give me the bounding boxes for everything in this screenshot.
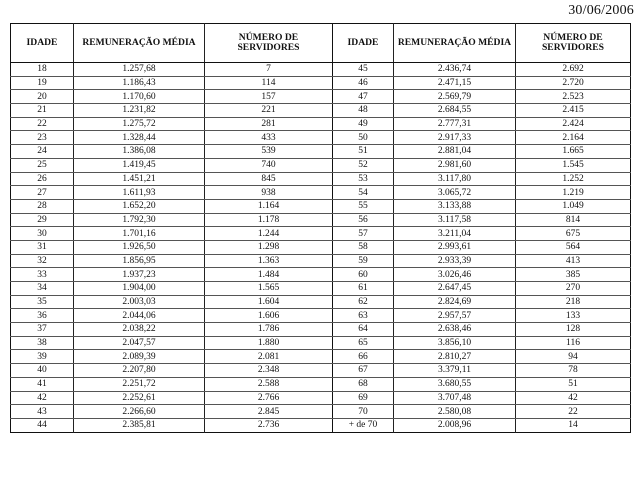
cell-remuneracao-media: 2.881,04 xyxy=(394,145,516,159)
cell-numero-de-servidores: 1.252 xyxy=(516,172,631,186)
table-row xyxy=(11,268,631,282)
table-row xyxy=(11,405,631,419)
cell-numero-de-servidores: 2.415 xyxy=(516,104,631,118)
cell-idade: 70 xyxy=(333,405,394,419)
cell-numero-de-servidores: 2.692 xyxy=(516,63,631,77)
cell-numero-de-servidores: 539 xyxy=(205,145,333,159)
cell-idade: 53 xyxy=(333,172,394,186)
cell-numero-de-servidores: 1.298 xyxy=(205,240,333,254)
cell-numero-de-servidores: 116 xyxy=(516,336,631,350)
cell-numero-de-servidores: 94 xyxy=(516,350,631,364)
cell-remuneracao-media: 2.038,22 xyxy=(74,323,205,337)
cell-idade: 43 xyxy=(11,405,74,419)
cell-idade: 26 xyxy=(11,172,74,186)
cell-remuneracao-media: 2.917,33 xyxy=(394,131,516,145)
cell-numero-de-servidores: 1.244 xyxy=(205,227,333,241)
cell-idade: 34 xyxy=(11,282,74,296)
cell-idade: 35 xyxy=(11,295,74,309)
table-header-row xyxy=(11,24,631,63)
cell-idade: 25 xyxy=(11,158,74,172)
cell-remuneracao-media: 1.701,16 xyxy=(74,227,205,241)
cell-numero-de-servidores: 814 xyxy=(516,213,631,227)
cell-numero-de-servidores: 2.588 xyxy=(205,377,333,391)
table-row xyxy=(11,104,631,118)
cell-remuneracao-media: 1.856,95 xyxy=(74,254,205,268)
cell-remuneracao-media: 2.957,57 xyxy=(394,309,516,323)
cell-idade: 48 xyxy=(333,104,394,118)
cell-remuneracao-media: 1.328,44 xyxy=(74,131,205,145)
cell-numero-de-servidores: 675 xyxy=(516,227,631,241)
cell-remuneracao-media: 1.937,23 xyxy=(74,268,205,282)
cell-remuneracao-media: 2.569,79 xyxy=(394,90,516,104)
table-row xyxy=(11,145,631,159)
table-row xyxy=(11,227,631,241)
cell-remuneracao-media: 2.207,80 xyxy=(74,364,205,378)
cell-idade: + de 70 xyxy=(333,418,394,432)
cell-idade: 19 xyxy=(11,76,74,90)
cell-numero-de-servidores: 385 xyxy=(516,268,631,282)
table-row xyxy=(11,240,631,254)
cell-remuneracao-media: 3.211,04 xyxy=(394,227,516,241)
cell-remuneracao-media: 1.257,68 xyxy=(74,63,205,77)
cell-idade: 49 xyxy=(333,117,394,131)
cell-idade: 63 xyxy=(333,309,394,323)
cell-remuneracao-media: 2.580,08 xyxy=(394,405,516,419)
table-row xyxy=(11,172,631,186)
cell-idade: 29 xyxy=(11,213,74,227)
cell-numero-de-servidores: 51 xyxy=(516,377,631,391)
cell-remuneracao-media: 1.386,08 xyxy=(74,145,205,159)
cell-remuneracao-media: 2.252,61 xyxy=(74,391,205,405)
cell-numero-de-servidores: 845 xyxy=(205,172,333,186)
cell-idade: 67 xyxy=(333,364,394,378)
header-remuneracao-media: REMUNERAÇÃO MÉDIA xyxy=(74,24,205,63)
cell-idade: 38 xyxy=(11,336,74,350)
cell-numero-de-servidores: 14 xyxy=(568,420,578,431)
table-row xyxy=(11,213,631,227)
cell-idade: 42 xyxy=(11,391,74,405)
cell-remuneracao-media: 1.231,82 xyxy=(74,104,205,118)
table-row xyxy=(11,199,631,213)
cell-remuneracao-media: 2.089,39 xyxy=(74,350,205,364)
table-row xyxy=(11,254,631,268)
cell-remuneracao-media: 2.008,96 xyxy=(394,418,516,432)
cell-idade: 44 xyxy=(11,418,74,432)
cell-numero-de-servidores: 2.736 xyxy=(205,418,333,432)
cell-numero-de-servidores: 1.164 xyxy=(205,199,333,213)
cell-numero-de-servidores: 2.720 xyxy=(516,76,631,90)
cell-remuneracao-media: 3.065,72 xyxy=(394,186,516,200)
cell-numero-de-servidores: 2.348 xyxy=(205,364,333,378)
cell-idade: 18 xyxy=(11,63,74,77)
cell-remuneracao-media: 2.251,72 xyxy=(74,377,205,391)
cell-remuneracao-media: 1.926,50 xyxy=(74,240,205,254)
cell-numero-de-servidores: 78 xyxy=(516,364,631,378)
cell-numero-de-servidores: 218 xyxy=(516,295,631,309)
cell-numero-de-servidores: 128 xyxy=(516,323,631,337)
cell-idade: 61 xyxy=(333,282,394,296)
cell-numero-de-servidores: 1.786 xyxy=(205,323,333,337)
cell-numero-de-servidores: 42 xyxy=(516,391,631,405)
cell-numero-de-servidores: 1.049 xyxy=(516,199,631,213)
cell-remuneracao-media: 2.810,27 xyxy=(394,350,516,364)
cell-numero-de-servidores: 938 xyxy=(205,186,333,200)
cell-idade: 39 xyxy=(11,350,74,364)
cell-remuneracao-media: 2.824,69 xyxy=(394,295,516,309)
cell-numero-de-servidores: 413 xyxy=(516,254,631,268)
cell-idade: 23 xyxy=(11,131,74,145)
table-row xyxy=(11,336,631,350)
cell-numero-de-servidores: 1.604 xyxy=(205,295,333,309)
cell-remuneracao-media: 3.707,48 xyxy=(394,391,516,405)
cell-idade: 31 xyxy=(11,240,74,254)
cell-idade: 40 xyxy=(11,364,74,378)
cell-remuneracao-media: 1.275,72 xyxy=(74,117,205,131)
cell-remuneracao-media: 2.047,57 xyxy=(74,336,205,350)
cell-idade: 32 xyxy=(11,254,74,268)
cell-idade: 51 xyxy=(333,145,394,159)
cell-numero-de-servidores: 1.363 xyxy=(205,254,333,268)
cell-remuneracao-media: 1.186,43 xyxy=(74,76,205,90)
salary-by-age-table xyxy=(10,23,631,433)
cell-idade: 28 xyxy=(11,199,74,213)
cell-numero-de-servidores: 1.606 xyxy=(205,309,333,323)
cell-remuneracao-media: 3.856,10 xyxy=(394,336,516,350)
cell-remuneracao-media: 2.684,55 xyxy=(394,104,516,118)
cell-remuneracao-media: 3.026,46 xyxy=(394,268,516,282)
cell-idade: 69 xyxy=(333,391,394,405)
cell-idade: 59 xyxy=(333,254,394,268)
cell-remuneracao-media: 2.638,46 xyxy=(394,323,516,337)
cell-idade: 33 xyxy=(11,268,74,282)
cell-remuneracao-media: 1.170,60 xyxy=(74,90,205,104)
cell-idade: 36 xyxy=(11,309,74,323)
cell-numero-de-servidores: 281 xyxy=(205,117,333,131)
cell-numero-de-servidores: 433 xyxy=(205,131,333,145)
cell-idade: 55 xyxy=(333,199,394,213)
cell-numero-de-servidores: 114 xyxy=(205,76,333,90)
table-row xyxy=(11,117,631,131)
report-date: 30/06/2006 xyxy=(568,3,634,18)
cell-idade: 60 xyxy=(333,268,394,282)
cell-numero-de-servidores: 740 xyxy=(205,158,333,172)
cell-numero-de-servidores: 2.766 xyxy=(205,391,333,405)
table-row xyxy=(11,391,631,405)
cell-numero-de-servidores: 1.484 xyxy=(205,268,333,282)
cell-remuneracao-media: 2.044,06 xyxy=(74,309,205,323)
cell-numero-de-servidores: 22 xyxy=(516,405,631,419)
cell-numero-de-servidores: 7 xyxy=(205,63,333,77)
cell-idade: 66 xyxy=(333,350,394,364)
cell-numero-de-servidores: 133 xyxy=(516,309,631,323)
cell-numero-de-servidores: 1.880 xyxy=(205,336,333,350)
table-row xyxy=(11,76,631,90)
cell-idade: 58 xyxy=(333,240,394,254)
cell-remuneracao-media: 3.379,11 xyxy=(394,364,516,378)
cell-idade: 65 xyxy=(333,336,394,350)
cell-idade: 46 xyxy=(333,76,394,90)
cell-idade: 62 xyxy=(333,295,394,309)
cell-remuneracao-media: 2.436,74 xyxy=(394,63,516,77)
cell-remuneracao-media: 2.647,45 xyxy=(394,282,516,296)
cell-numero-de-servidores: 1.178 xyxy=(205,213,333,227)
header-remuneracao-media: REMUNERAÇÃO MÉDIA xyxy=(394,24,516,63)
cell-idade: 37 xyxy=(11,323,74,337)
table-row xyxy=(11,364,631,378)
table-body xyxy=(11,63,631,433)
cell-idade: 54 xyxy=(333,186,394,200)
table-row xyxy=(11,158,631,172)
cell-remuneracao-media: 2.385,81 xyxy=(74,418,205,432)
cell-numero-de-servidores: 2.081 xyxy=(205,350,333,364)
cell-remuneracao-media: 3.133,88 xyxy=(394,199,516,213)
cell-remuneracao-media: 1.419,45 xyxy=(74,158,205,172)
cell-numero-de-servidores: 270 xyxy=(516,282,631,296)
table-row xyxy=(11,309,631,323)
cell-numero-de-servidores: 1.565 xyxy=(205,282,333,296)
cell-numero-de-servidores: 1.219 xyxy=(516,186,631,200)
cell-idade: 52 xyxy=(333,158,394,172)
cell-numero-de-servidores: 564 xyxy=(516,240,631,254)
cell-remuneracao-media: 2.003,03 xyxy=(74,295,205,309)
cell-idade: 21 xyxy=(11,104,74,118)
cell-idade: 47 xyxy=(333,90,394,104)
table-row xyxy=(11,295,631,309)
cell-remuneracao-media: 1.611,93 xyxy=(74,186,205,200)
header-numero-de-servidores: NÚMERO DE SERVIDORES xyxy=(205,24,333,63)
table-row xyxy=(11,90,631,104)
table-row xyxy=(11,282,631,296)
cell-idade: 50 xyxy=(333,131,394,145)
cell-remuneracao-media: 3.117,58 xyxy=(394,213,516,227)
cell-idade: 57 xyxy=(333,227,394,241)
cell-idade: 30 xyxy=(11,227,74,241)
cell-remuneracao-media: 2.266,60 xyxy=(74,405,205,419)
cell-remuneracao-media: 1.652,20 xyxy=(74,199,205,213)
cell-idade: 27 xyxy=(11,186,74,200)
header-idade: IDADE xyxy=(11,24,74,63)
cell-idade: 68 xyxy=(333,377,394,391)
cell-numero-de-servidores: 1.545 xyxy=(516,158,631,172)
table-row xyxy=(11,131,631,145)
cell-remuneracao-media: 2.933,39 xyxy=(394,254,516,268)
cell-numero-de-servidores: 2.424 xyxy=(516,117,631,131)
cell-idade: 56 xyxy=(333,213,394,227)
cell-idade: 64 xyxy=(333,323,394,337)
cell-idade: 24 xyxy=(11,145,74,159)
cell-remuneracao-media: 2.993,61 xyxy=(394,240,516,254)
cell-remuneracao-media: 1.904,00 xyxy=(74,282,205,296)
cell-idade: 41 xyxy=(11,377,74,391)
cell-idade: 45 xyxy=(333,63,394,77)
cell-remuneracao-media: 1.451,21 xyxy=(74,172,205,186)
cell-numero-de-servidores: 2.164 xyxy=(516,131,631,145)
header-idade: IDADE xyxy=(333,24,394,63)
cell-numero-de-servidores: 157 xyxy=(205,90,333,104)
cell-idade: 20 xyxy=(11,90,74,104)
header-numero-de-servidores: NÚMERO DE SERVIDORES xyxy=(516,24,631,63)
cell-remuneracao-media: 2.981,60 xyxy=(394,158,516,172)
cell-remuneracao-media: 3.680,55 xyxy=(394,377,516,391)
table-row xyxy=(11,63,631,77)
cell-numero-de-servidores: 2.845 xyxy=(205,405,333,419)
cell-idade: 22 xyxy=(11,117,74,131)
cell-remuneracao-media: 2.471,15 xyxy=(394,76,516,90)
table-row xyxy=(11,350,631,364)
cell-numero-de-servidores: 2.523 xyxy=(516,90,631,104)
cell-remuneracao-media: 2.777,31 xyxy=(394,117,516,131)
table-row xyxy=(11,418,631,432)
table-row xyxy=(11,186,631,200)
cell-numero-de-servidores: 221 xyxy=(205,104,333,118)
table-row xyxy=(11,377,631,391)
table-row xyxy=(11,323,631,337)
cell-numero-de-servidores: 1.665 xyxy=(516,145,631,159)
cell-remuneracao-media: 3.117,80 xyxy=(394,172,516,186)
cell-remuneracao-media: 1.792,30 xyxy=(74,213,205,227)
